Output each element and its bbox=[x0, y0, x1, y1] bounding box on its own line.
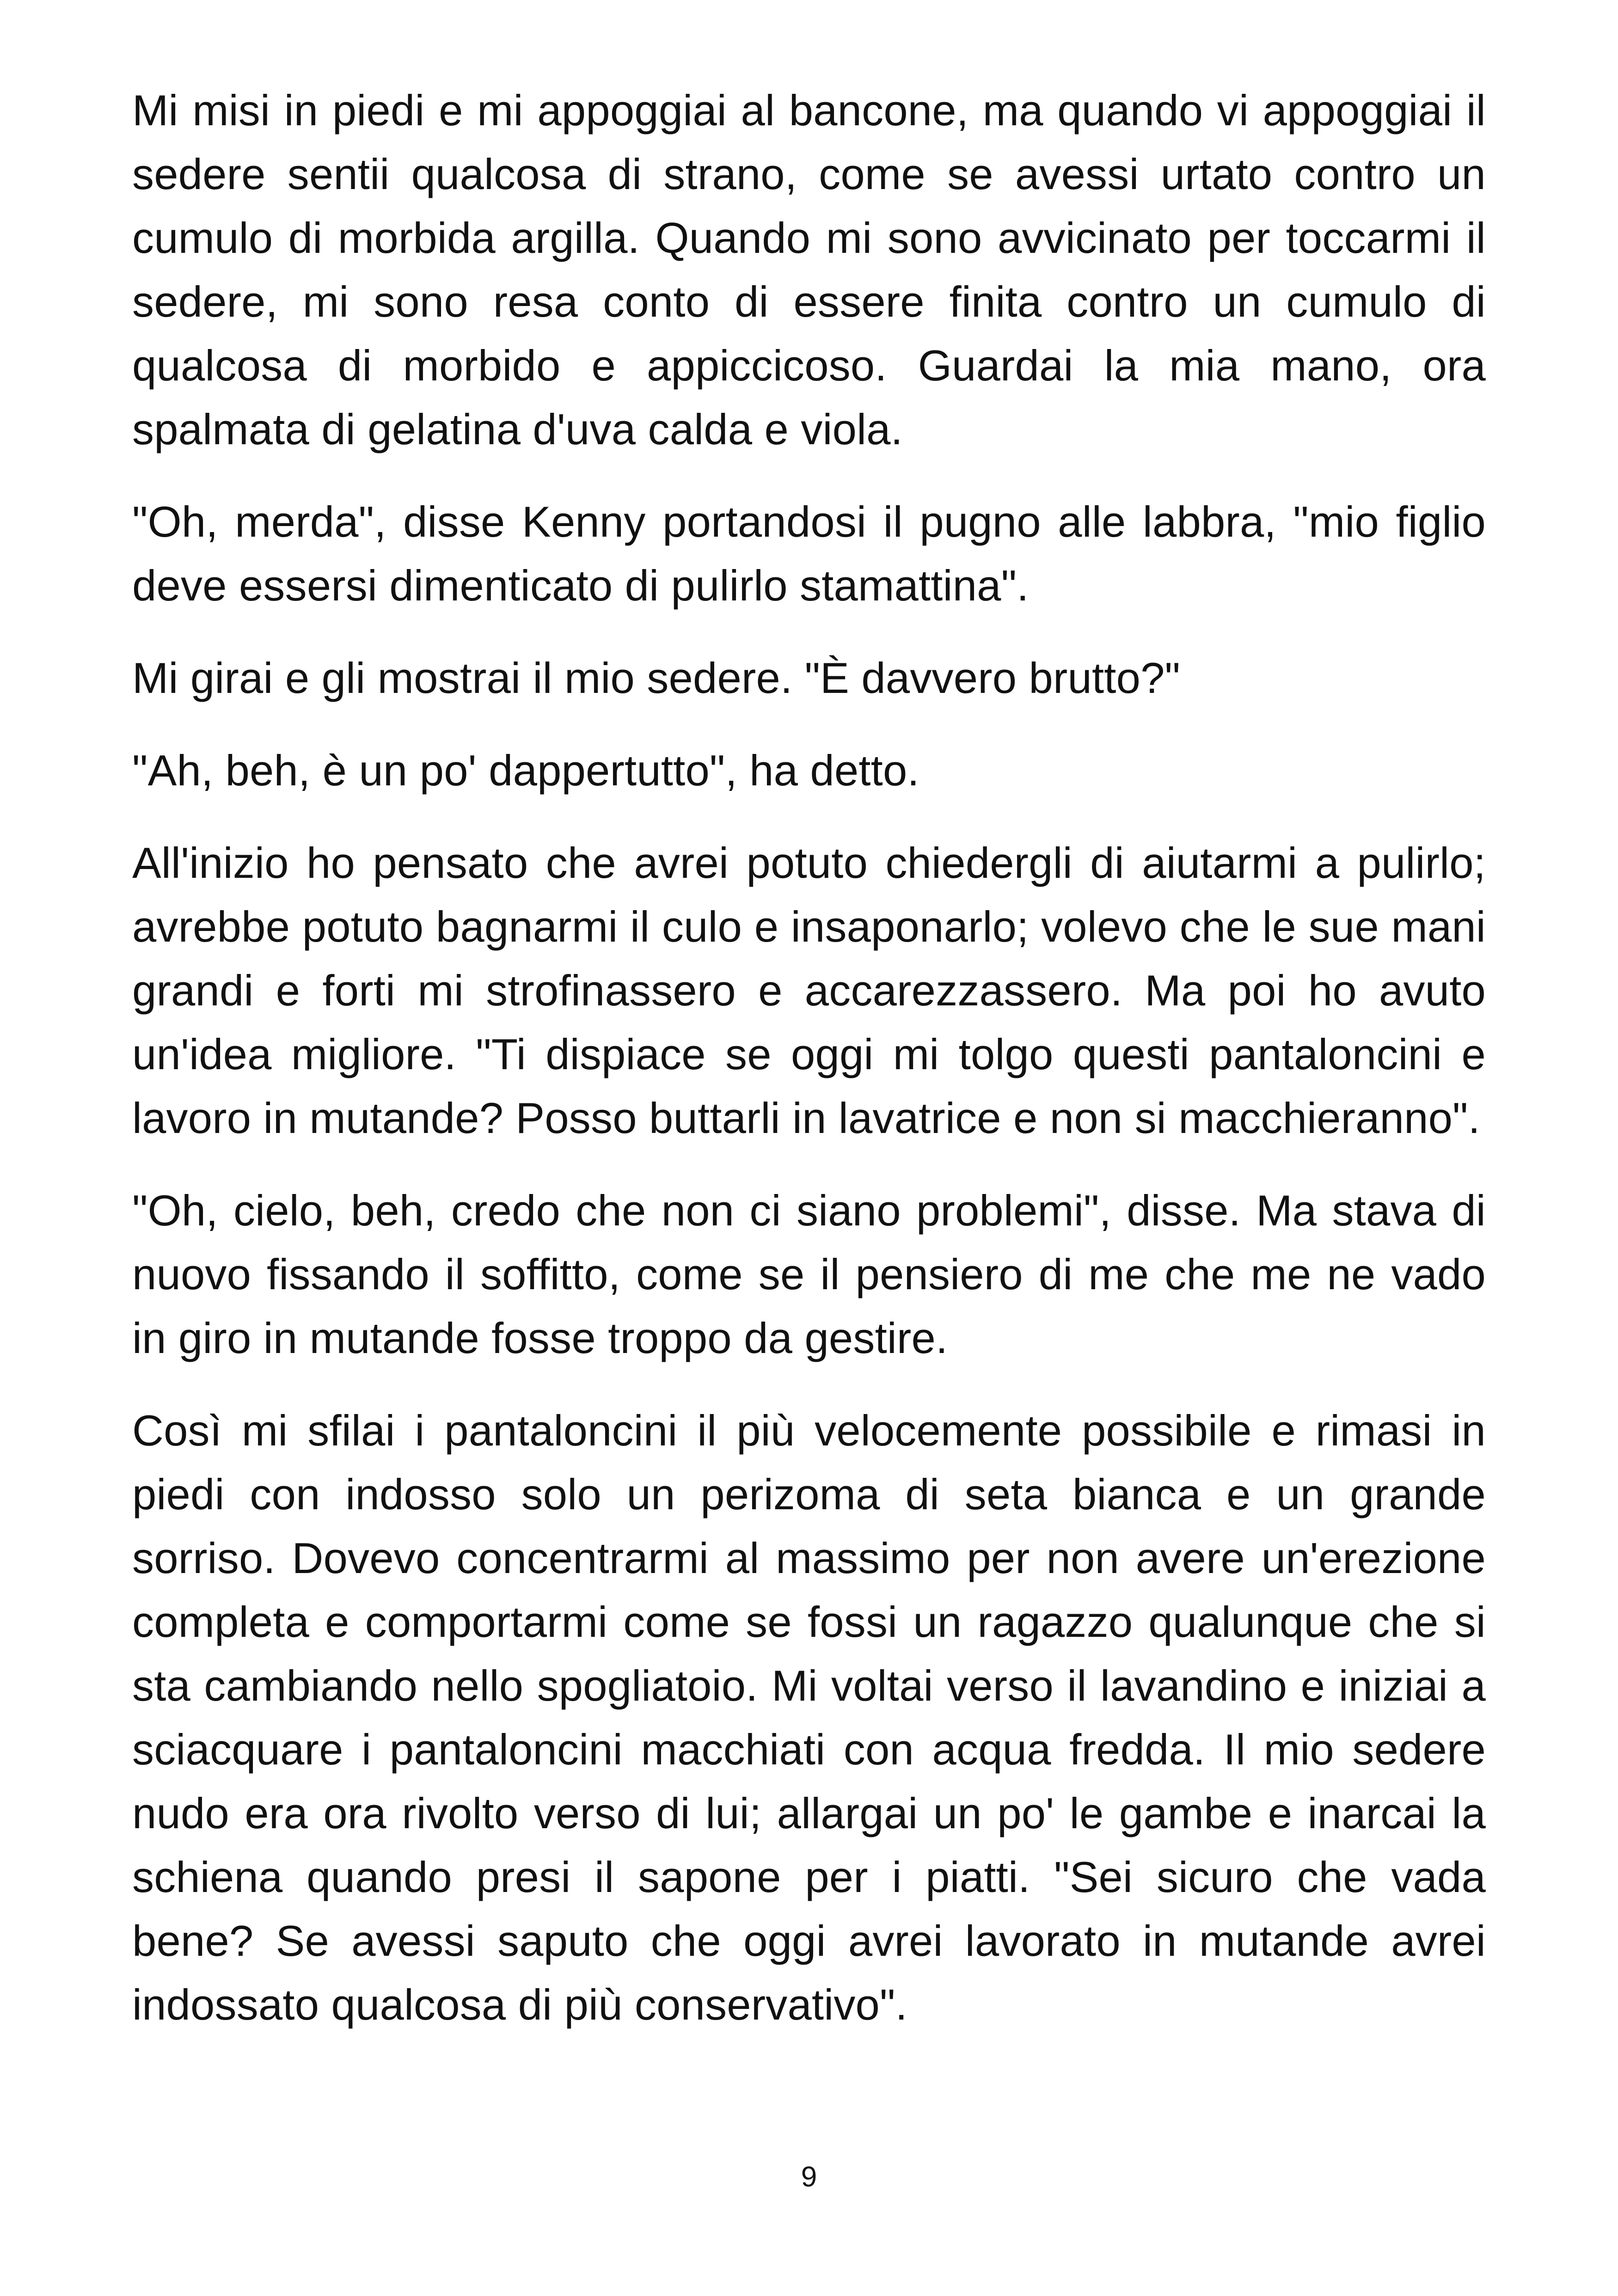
page-number: 9 bbox=[801, 2161, 817, 2193]
paragraph-3: Mi girai e gli mostrai il mio sedere. "È davvero brutto?" bbox=[132, 654, 1181, 702]
paragraph-6: "Oh, cielo, beh, credo che non ci siano problemi", disse. Ma stava di nuovo fissando il soffitto, come se il pensiero di me che me ne vado in giro in mutande fosse troppo da gestire. bbox=[132, 1186, 1486, 1362]
paragraph-1: Mi misi in piedi e mi appoggiai al bancone, ma quando vi appoggiai il sedere sentii qualcosa di strano, come se avessi urtato contro un cumulo di morbida argilla. Quando mi sono avvicinato per toccarmi il sedere, mi sono resa conto di essere finita contro un cumulo di qualcosa di morbido e appiccicoso. Guardai la mia mano, ora spalmata di gelatina d'uva calda e viola. bbox=[132, 86, 1486, 453]
paragraph-2: "Oh, merda", disse Kenny portandosi il pugno alle labbra, "mio figlio deve essersi dimenticato di pulirlo stamattina". bbox=[132, 497, 1486, 610]
body-text bbox=[132, 79, 1486, 2065]
paragraph-7: Così mi sfilai i pantaloncini il più velocemente possibile e rimasi in piedi con indosso solo un perizoma di seta bianca e un grande sorriso. Dovevo concentrarmi al massimo per non avere un'erezione completa e comportarmi come se fossi un ragazzo qualunque che si sta cambiando nello spogliatoio. Mi voltai verso il lavandino e iniziai a sciacquare i pantaloncini macchiati con acqua fredda. Il mio sedere nudo era ora rivolto verso di lui; allargai un po' le gambe e inarcai la schiena quando presi il sapone per i piatti. "Sei sicuro che vada bene? Se avessi saputo che oggi avrei lavorato in mutande avrei indossato qualcosa di più conservativo". bbox=[132, 1406, 1486, 2029]
paragraph-4: "Ah, beh, è un po' dappertutto", ha detto. bbox=[132, 746, 919, 795]
paragraph-5: All'inizio ho pensato che avrei potuto chiedergli di aiutarmi a pulirlo; avrebbe potuto bagnarmi il culo e insaponarlo; volevo che le sue mani grandi e forti mi strofinassero e accarezzassero. Ma poi ho avuto un'idea migliore. "Ti dispiace se oggi mi tolgo questi pantaloncini e lavoro in mutande? Posso buttarli in lavatrice e non si macchieranno". bbox=[132, 839, 1486, 1142]
